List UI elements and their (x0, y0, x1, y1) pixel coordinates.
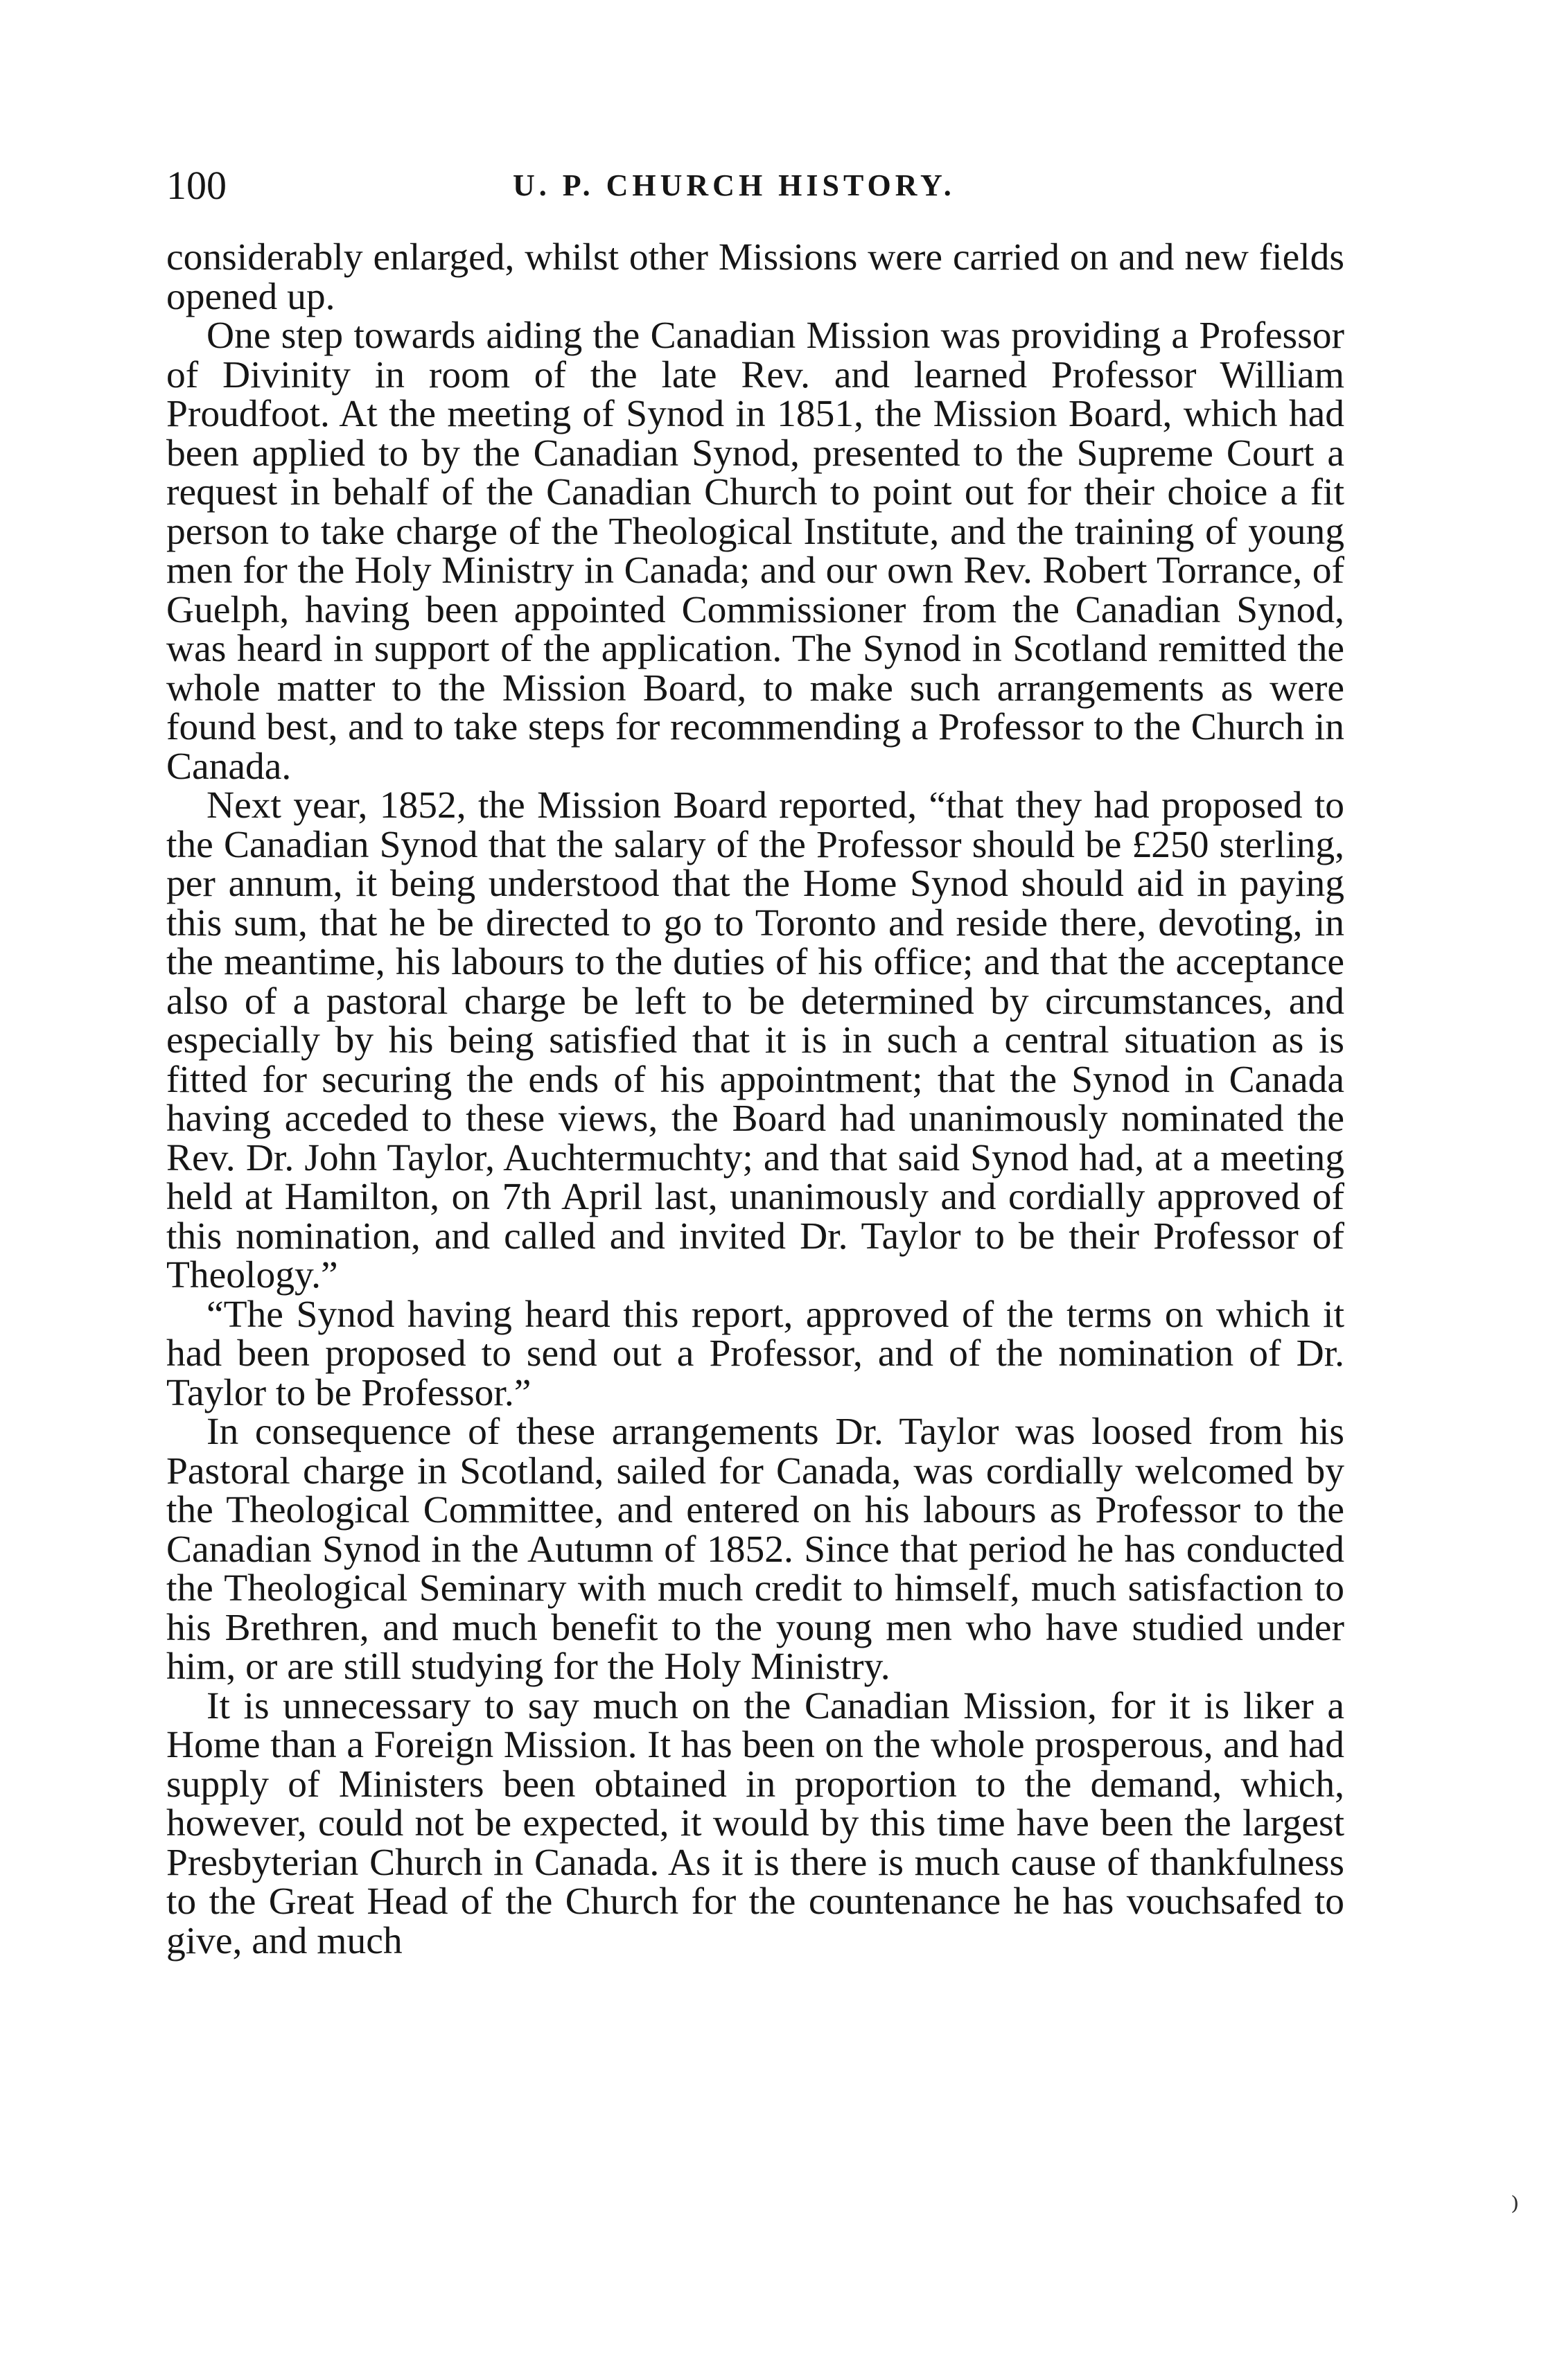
margin-mark: ⁾ (1511, 2190, 1520, 2229)
paragraph-synod-approval: “The Synod having heard this report, approved of the terms on which it had been proposed to send out a Professor, and of the nomination of Dr. Taylor to be Professor.” (166, 1293, 1344, 1414)
body-text (166, 238, 1344, 1961)
paragraph-dr-taylor: In consequence of these arrangements Dr. Taylor was loosed from his Pastoral charge in Scotland, sailed for Canada, was cordially welcomed by the Theological Committee, and entered on his labours as Professor to the Canadian Synod in the Autumn of 1852. Since that period he has conducted the Theological Seminary with much credit to himself, much satisfaction to his Brethren, and much benefit to the young men who have studied under him, or are still studying for the Holy Ministry. (166, 1411, 1344, 1688)
page-number: 100 (166, 163, 227, 208)
paragraph-canadian-mission: It is unnecessary to say much on the Canadian Mission, for it is liker a Home than a Foreign Mission. It has been on the whole prosperous, and had supply of Ministers been obtained in proportion to the demand, which, however, could not be expected, it would by this time have been the largest Presbyterian Church in Canada. As it is there is much cause of thankfulness to the Great Head of the Church for the countenance he has vouchsafed to give, and much (166, 1684, 1344, 1962)
paragraph-continuation: considerably enlarged, whilst other Missions were carried on and new fields opened up. (166, 236, 1344, 318)
running-head (166, 158, 1344, 213)
running-title: U. P. CHURCH HISTORY. (513, 168, 956, 202)
paragraph-professor-of-divinity: One step towards aiding the Canadian Mission was providing a Professor of Divinity in room of the late Rev. and learned Professor William Proudfoot. At the meeting of Synod in 1851, the Mission Board, which had been applied to by the Canadian Synod, presented to the Supreme Court a request in behalf of the Canadian Church to point out for their choice a fit person to take charge of the Theological Institute, and the training of young men for the Holy Ministry in Canada; and our own Rev. Robert Torrance, of Guelph, having been appointed Commissioner from the Canadian Synod, was heard in support of the application. The Synod in Scotland remitted the whole matter to the Mission Board, to make such arrangements as were found best, and to take steps for recommending a Professor to the Church in Canada. (166, 315, 1344, 788)
paragraph-mission-board-report: Next year, 1852, the Mission Board reported, “that they had proposed to the Canadian Synod that the salary of the Professor should be £250 sterling, per annum, it being understood that the Home Synod should aid in paying this sum, that he be directed to go to Toronto and reside there, devoting, in the meantime, his labours to the duties of his office; and that the acceptance also of a pastoral charge be left to be determined by circumstances, and especially by his being satisfied that it is in such a central situation as is fitted for securing the ends of his appointment; that the Synod in Canada having acceded to these views, the Board had unanimously nominated the Rev. Dr. John Taylor, Auchtermuchty; and that said Synod had, at a meeting held at Hamilton, on 7th April last, unanimously and cordially approved of this nomination, and called and invited Dr. Taylor to be their Professor of Theology.” (166, 784, 1344, 1296)
